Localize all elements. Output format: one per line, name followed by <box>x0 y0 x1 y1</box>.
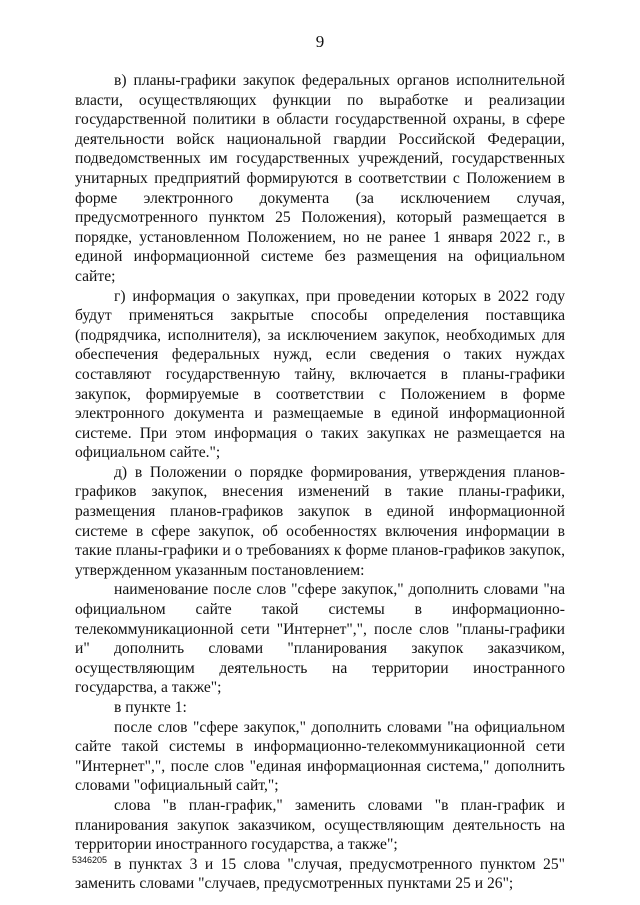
paragraph-g: г) информация о закупках, при проведении которых в 2022 году будут применяться закрытые способы определения поставщика (подрядчика, исполнителя), за исключением закупок, необходимых для обеспечения федеральных нужд, если сведения о таких нуждах составляют государственную тайну, включается в планы-графики закупок, формируемые в соответствии с Положением в форме электронного документа и размещаемые в единой информационной системе. При этом информация о таких закупках не размещается на официальном сайте."; <box>75 287 565 462</box>
paragraph-after-words: после слов "сфере закупок," дополнить словами "на официальном сайте такой системы в информационно-телекоммуникационной сети "Интернет",", после слов "единая информационная система," дополнить словами "официальный сайт,"; <box>75 718 565 795</box>
paragraph-point-1: в пункте 1: <box>114 699 187 716</box>
paragraph-replace-words: слова "в план-график," заменить словами "в план-график и планирования закупок заказчиком, осуществляющим деятельность на территории иностранного государства, а также"; <box>75 796 565 854</box>
page-number: 9 <box>315 32 325 51</box>
paragraph-points-3-15: в пунктах 3 и 15 слова "случая, предусмотренного пунктом 25" заменить словами "случаев, предусмотренных пунктами 25 и 26"; <box>75 855 565 893</box>
paragraph-v: в) планы-графики закупок федеральных органов исполнительной власти, осуществляющих функции по выработке и реализации государственной политики в области государственной охраны, в сфере деятельности войск национальной гвардии Российской Федерации, подведомственных им государственных учреждений, государственных унитарных предприятий формируются в соответствии с Положением в форме электронного документа (за исключением случая, предусмотренного пунктом 25 Положения), который размещается в порядке, установленном Положением, но не ранее 1 января 2022 г., в единой информационной системе без размещения на официальном сайте; <box>75 72 565 285</box>
paragraph-title-amendment: наименование после слов "сфере закупок," дополнить словами "на официальном сайте такой системы в информационно-телекоммуникационной сети "Интернет",", после слов "планы-графики и" дополнить словами "планирования закупок заказчиком, осуществляющим деятельность на территории иностранного государства, а также"; <box>75 581 565 697</box>
document-body <box>75 71 565 894</box>
document-code: 5346205 <box>72 855 108 865</box>
paragraph-d: д) в Положении о порядке формирования, утверждения планов-графиков закупок, внесения изменений в такие планы-графики, размещения планов-графиков закупок в единой информационной системе в сфере закупок, об особенностях включения информации в такие планы-графики и о требованиях к форме планов-графиков закупок, утвержденном указанным постановлением: <box>75 463 565 579</box>
